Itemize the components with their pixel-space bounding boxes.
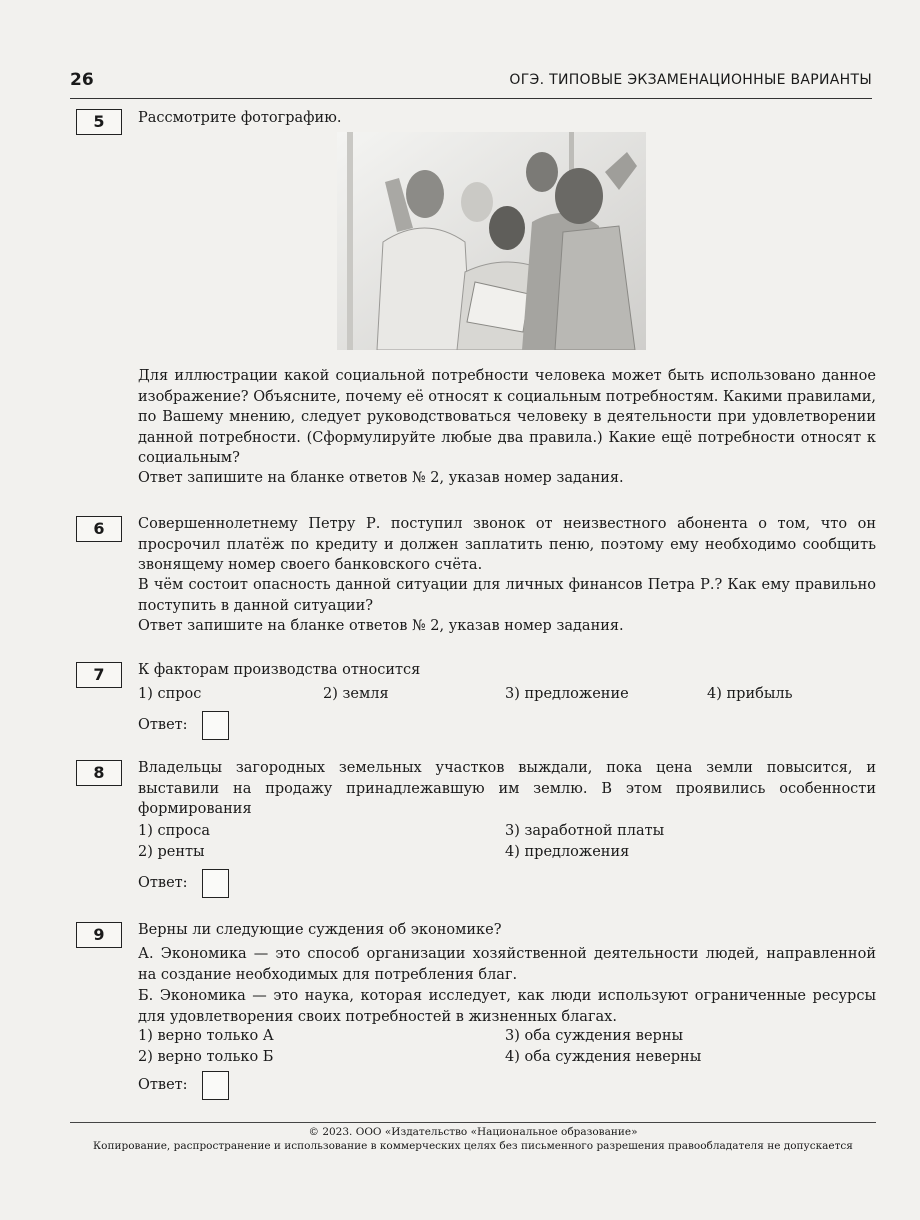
task-9-option-3[interactable]: 3) оба суждения верны [505,1028,684,1044]
task-9-statement-a: А. Экономика — это способ организации хозяйственной деятельности людей, направленной на создание необходимых для потребления благ. [138,946,876,983]
task-7-number: 7 [76,662,122,688]
task-9-option-4[interactable]: 4) оба суждения неверны [505,1049,702,1065]
task-5-body: Для иллюстрации какой социальной потребности человека может быть использовано данное изображение? Объясните, почему её относят к социальным потребностям. Какими правилами, по Вашему мнению, следует руководствоваться человеку в деятельности при удовлетворении данной потребности. (Сформулируйте любые два правила.) Какие ещё потребности относят к социальным? [138,368,876,466]
footer-divider [70,1122,876,1123]
footer-copyright: © 2023. ООО «Издательство «Национальное образование» [308,1126,638,1138]
footer-notice: Копирование, распространение и использование в коммерческих целях без письменного разрешения правообладателя не допускается [93,1140,853,1152]
task-5-photo [337,132,646,350]
task-5-prompt: Рассмотрите фотографию. [138,110,342,126]
task-8-option-3[interactable]: 3) заработной платы [505,823,665,839]
task-7-option-4[interactable]: 4) прибыль [707,686,793,702]
task-9-question: Верны ли следующие суждения об экономике? [138,922,502,938]
task-6-body-1: Совершеннолетнему Петру Р. поступил звонок от неизвестного абонента о том, что он просрочил платёж по кредиту и должен заплатить пеню, поэтому ему необходимо сообщить звонящему номер своего банковского счёта. [138,516,876,573]
task-9-statement-b: Б. Экономика — это наука, которая исследует, как люди используют ограниченные ресурсы для удовлетворения своих потребностей в жизненных благах. [138,988,876,1025]
page-number: 26 [70,70,94,90]
task-8-option-1[interactable]: 1) спроса [138,823,211,839]
answer-label: Ответ: [138,717,188,733]
task-6-number: 6 [76,516,122,542]
task-9-option-1[interactable]: 1) верно только А [138,1028,274,1044]
task-7-option-2[interactable]: 2) земля [323,686,389,702]
task-8-option-4[interactable]: 4) предложения [505,844,630,860]
task-9-answer-box[interactable] [202,1071,229,1100]
task-5-instruction: Ответ запишите на бланке ответов № 2, указав номер задания. [138,470,624,486]
task-6-instruction: Ответ запишите на бланке ответов № 2, указав номер задания. [138,618,624,634]
task-7-option-1[interactable]: 1) спрос [138,686,202,702]
header-title: ОГЭ. ТИПОВЫЕ ЭКЗАМЕНАЦИОННЫЕ ВАРИАНТЫ [509,72,872,88]
task-8-answer-box[interactable] [202,869,229,898]
task-8-question: Владельцы загородных земельных участков выждали, пока цена земли повысится, и выставили на продажу принадлежавшую им землю. В этом проявились особенности формирования [138,760,876,817]
answer-label: Ответ: [138,875,188,891]
task-8-number: 8 [76,760,122,786]
people-celebrating-image [337,132,646,350]
task-7-answer-box[interactable] [202,711,229,740]
task-8-option-2[interactable]: 2) ренты [138,844,205,860]
task-9-option-2[interactable]: 2) верно только Б [138,1049,274,1065]
task-6-body-2: В чём состоит опасность данной ситуации для личных финансов Петра Р.? Как ему правильно поступить в данной ситуации? [138,577,876,614]
task-5-number: 5 [76,109,122,135]
answer-label: Ответ: [138,1077,188,1093]
page-header [70,66,872,99]
task-9-number: 9 [76,922,122,948]
task-7-option-3[interactable]: 3) предложение [505,686,629,702]
task-7-question: К факторам производства относится [138,662,421,678]
